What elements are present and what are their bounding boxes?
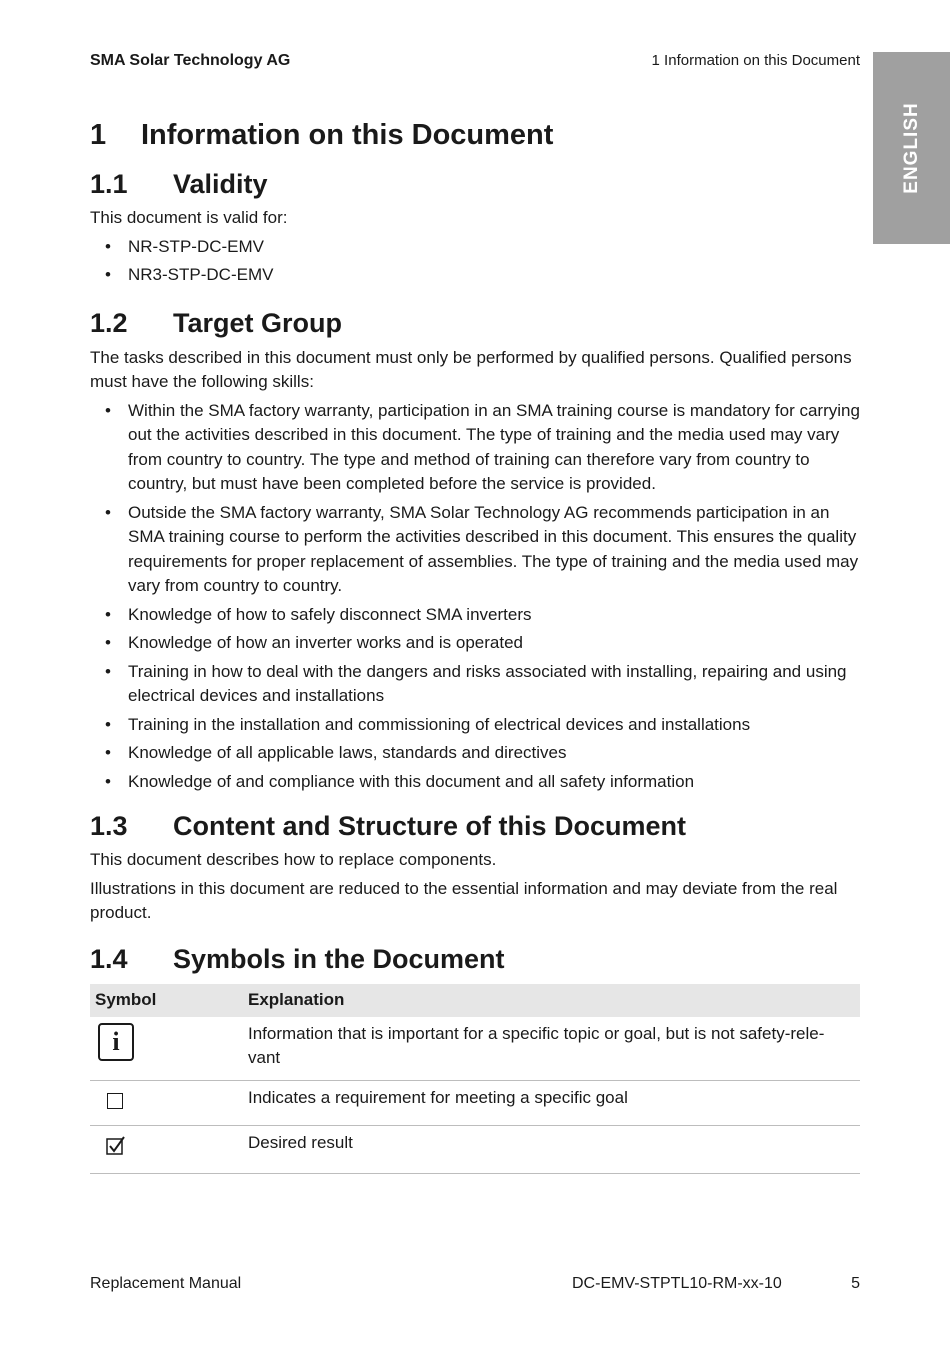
list-item: • Within the SMA factory warranty, participation in an SMA training course is mandatory for carrying out the activities described in this document. The type of training and the media used may vary from country to country. The type and method of training can therefore vary from country to country, but must have been completed before the service is provided. [90,399,860,497]
list-item: • Knowledge of and compliance with this document and all safety information [90,770,860,795]
info-icon: i [98,1023,134,1061]
chapter-heading [90,112,860,158]
section-title: Validity [173,168,268,199]
validity-list [90,235,860,288]
symbol-cell [90,1017,243,1081]
list-item: • NR-STP-DC-EMV [90,235,860,260]
page-number: 5 [851,1275,860,1292]
explanation-cell: Desired result [243,1126,860,1174]
section-title: Content and Structure of this Document [173,810,686,841]
list-item: • Training in how to deal with the dangers and risks associated with installing, repairing and using electrical devices and installations [90,660,860,709]
column-header-explanation: Explanation [243,984,860,1017]
language-tab-label: ENGLISH [900,102,922,194]
section-heading-target-group [90,306,860,342]
chapter-title: Information on this Document [141,118,554,151]
symbol-cell [90,1080,243,1126]
symbol-cell [90,1126,243,1174]
section-number: 1.2 [90,308,128,338]
document-content [90,112,860,1174]
footer-doc-code: DC-EMV-STPTL10-RM-xx-10 [572,1275,782,1292]
column-header-symbol: Symbol [90,984,243,1017]
language-tab [873,52,950,244]
table-row [90,1017,860,1081]
checkbox-checked-icon [106,1136,126,1164]
header-chapter: 1 Information on this Document [651,52,860,69]
paragraph: Illustrations in this document are reduced to the essential information and may deviate from the real product. [90,878,838,922]
section-number: 1.4 [90,944,128,974]
section-title: Target Group [173,308,343,338]
section-number: 1.3 [90,810,128,841]
section-heading-symbols [90,942,860,978]
skills-list [90,399,860,795]
footer-manual: Replacement Manual [90,1275,242,1292]
list-item: • NR3-STP-DC-EMV [90,263,860,288]
header-company: SMA Solar Technology AG [90,52,291,69]
table-header-row [90,984,860,1017]
symbols-table [90,984,860,1174]
paragraph: This document describes how to replace components. [90,850,497,869]
list-item: • Outside the SMA factory warranty, SMA Solar Technology AG recommends participation in an SMA training course to perform the activities described in this document. This ensures the quality requirements for proper replacement of assemblies. The type of training and the media used may vary from country to country. [90,501,860,599]
target-group-intro: The tasks described in this document must only be performed by qualified persons. Qualified persons must have the following skills: [90,347,852,391]
section-heading-validity [90,166,860,202]
validity-intro: This document is valid for: [90,208,288,227]
table-row [90,1080,860,1126]
chapter-number: 1 [90,118,107,151]
section-title: Symbols in the Document [173,944,505,974]
list-item: • Knowledge of how to safely disconnect SMA inverters [90,603,860,628]
list-item: • Knowledge of how an inverter works and is operated [90,631,860,656]
checkbox-empty-icon [107,1093,123,1109]
section-heading-content-structure [90,808,860,844]
explanation-cell: Information that is important for a specific topic or goal, but is not safety-rele-vant [243,1017,860,1081]
table-row [90,1126,860,1174]
section-number: 1.1 [90,168,128,199]
list-item: • Training in the installation and commissioning of electrical devices and installations [90,713,860,738]
explanation-cell: Indicates a requirement for meeting a specific goal [243,1080,860,1126]
list-item: • Knowledge of all applicable laws, standards and directives [90,741,860,766]
